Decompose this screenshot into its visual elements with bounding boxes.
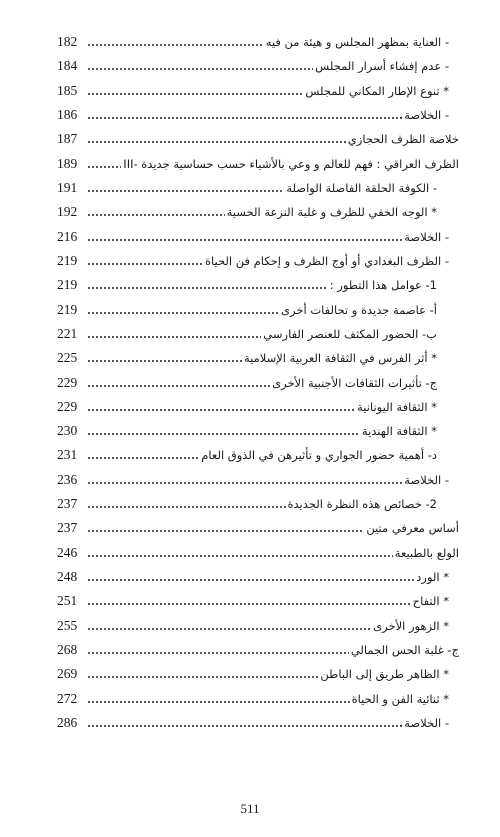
toc-page-number: 272 bbox=[57, 690, 78, 706]
dot-leader bbox=[87, 725, 402, 727]
dot-leader bbox=[87, 360, 242, 362]
dot-leader bbox=[87, 676, 318, 678]
toc-page-number: 229 bbox=[57, 374, 78, 390]
dot-leader bbox=[87, 312, 279, 314]
toc-page-number: 219 bbox=[57, 301, 78, 317]
toc-page-number: 182 bbox=[57, 34, 78, 50]
dot-leader bbox=[87, 530, 364, 532]
toc-entry bbox=[57, 468, 459, 492]
dot-leader bbox=[87, 555, 393, 557]
dot-leader bbox=[87, 239, 402, 241]
dot-leader bbox=[87, 652, 349, 654]
toc-entry bbox=[57, 297, 459, 321]
toc-page-number: 216 bbox=[57, 228, 78, 244]
toc-page-number: 248 bbox=[57, 569, 78, 585]
dot-leader bbox=[87, 68, 313, 70]
toc-page-number: 219 bbox=[57, 277, 78, 293]
toc-entry-title: - الخلاصة bbox=[404, 472, 449, 487]
dot-leader bbox=[87, 482, 402, 484]
toc-entry bbox=[57, 249, 459, 273]
toc-entry bbox=[57, 662, 459, 686]
toc-entry bbox=[57, 589, 459, 613]
toc-entry bbox=[57, 103, 459, 127]
dot-leader bbox=[87, 287, 328, 289]
toc-page-number: 186 bbox=[57, 107, 78, 123]
toc-page-number: 219 bbox=[57, 252, 78, 268]
toc-page-number: 189 bbox=[57, 155, 78, 171]
toc-page-number: 184 bbox=[57, 58, 78, 74]
dot-leader bbox=[87, 44, 264, 46]
toc-page-number: 221 bbox=[57, 325, 78, 341]
toc-entry bbox=[57, 152, 459, 176]
toc-page-number: 187 bbox=[57, 131, 78, 147]
dot-leader bbox=[87, 603, 411, 605]
toc-page-number: 191 bbox=[57, 180, 78, 196]
dot-leader bbox=[87, 166, 121, 168]
toc-entry-title: ج- غلبة الحس الجمالي bbox=[350, 642, 459, 657]
toc-entry-title: * الظاهر طريق إلى الباطن bbox=[320, 667, 449, 682]
toc-page-number: 246 bbox=[57, 544, 78, 560]
dot-leader bbox=[87, 433, 360, 435]
toc-entry-title: 2- خصائص هذه النظرة الجديدة bbox=[287, 497, 437, 512]
dot-leader bbox=[87, 628, 371, 630]
toc-entry bbox=[57, 541, 459, 565]
toc-entry-title: * ثنائية الفن و الحياة bbox=[351, 691, 449, 706]
toc-entry-title: * الزهور الأخرى bbox=[373, 618, 449, 633]
toc-entry bbox=[57, 516, 459, 540]
toc-entry bbox=[57, 419, 459, 443]
toc-entry-title: * الثقافة الهندية bbox=[361, 424, 437, 439]
toc-entry bbox=[57, 346, 459, 370]
toc-entry bbox=[57, 492, 459, 516]
toc-entry-title: الولع بالطبيعة bbox=[394, 545, 459, 560]
toc-entry bbox=[57, 686, 459, 710]
table-of-contents bbox=[57, 30, 459, 735]
toc-entry-title: ب- الحضور المكثف للعنصر الفارسي bbox=[263, 326, 437, 341]
toc-entry bbox=[57, 395, 459, 419]
toc-entry-title: 1- عوامل هذا التطور : bbox=[329, 278, 437, 293]
toc-entry-title: ج- تأثيرات الثقافات الأجنبية الأخرى bbox=[272, 375, 437, 390]
toc-page-number: 251 bbox=[57, 593, 78, 609]
toc-entry bbox=[57, 638, 459, 662]
dot-leader bbox=[87, 263, 203, 265]
dot-leader bbox=[87, 579, 414, 581]
toc-entry bbox=[57, 273, 459, 297]
toc-page-number: 255 bbox=[57, 617, 78, 633]
page-number: 511 bbox=[240, 801, 260, 816]
toc-entry-title: * الورد bbox=[416, 570, 449, 585]
dot-leader bbox=[87, 214, 225, 216]
toc-entry-title: أ- عاصمة جديدة و تحالفات أخرى bbox=[281, 302, 437, 317]
dot-leader bbox=[87, 117, 402, 119]
toc-entry-title: - الظرف البغدادي أو أوج الظرف و إحكام فن الحياة bbox=[204, 253, 449, 268]
toc-page-number: 231 bbox=[57, 447, 78, 463]
toc-entry bbox=[57, 176, 459, 200]
dot-leader bbox=[87, 336, 261, 338]
toc-entry-title: * تنوع الإطار المكاني للمجلس bbox=[305, 83, 449, 98]
toc-entry-title: III- الظرف العراقي : فهم للعالم و وعي بالأشياء حسب حساسية جديدة bbox=[123, 156, 459, 171]
toc-entry bbox=[57, 200, 459, 224]
toc-entry bbox=[57, 443, 459, 467]
toc-page-number: 230 bbox=[57, 423, 78, 439]
toc-page-number: 237 bbox=[57, 520, 78, 536]
toc-entry-title: - الخلاصة bbox=[404, 715, 449, 730]
toc-entry bbox=[57, 565, 459, 589]
dot-leader bbox=[87, 190, 284, 192]
toc-page-number: 269 bbox=[57, 666, 78, 682]
dot-leader bbox=[87, 93, 303, 95]
toc-entry-title: * الوجه الخفي للظرف و غلبة النزعة الحسية bbox=[226, 205, 437, 220]
toc-page-number: 185 bbox=[57, 82, 78, 98]
dot-leader bbox=[87, 141, 346, 143]
toc-entry bbox=[57, 79, 459, 103]
toc-entry bbox=[57, 711, 459, 735]
toc-entry-title: - الكوفة الحلقة الفاصلة الواصلة bbox=[286, 181, 437, 196]
toc-page-number: 236 bbox=[57, 471, 78, 487]
toc-entry bbox=[57, 614, 459, 638]
toc-entry-title: - الخلاصة bbox=[404, 108, 449, 123]
toc-entry bbox=[57, 322, 459, 346]
toc-page-number: 225 bbox=[57, 350, 78, 366]
toc-entry bbox=[57, 225, 459, 249]
toc-page-number: 229 bbox=[57, 398, 78, 414]
toc-entry-title: * الثقافة اليونانية bbox=[357, 399, 437, 414]
dot-leader bbox=[87, 409, 355, 411]
dot-leader bbox=[87, 385, 270, 387]
toc-page-number: 286 bbox=[57, 714, 78, 730]
toc-entry-title: خلاصة الظرف الحجازي bbox=[347, 132, 459, 147]
toc-entry-title: - عدم إفشاء أسرار المجلس bbox=[315, 59, 449, 74]
dot-leader bbox=[87, 457, 199, 459]
toc-entry-title: د- أهمية حضور الجواري و تأثيرهن في الذوق العام bbox=[201, 448, 437, 463]
dot-leader bbox=[87, 701, 350, 703]
toc-entry-title: * التفاح bbox=[412, 594, 449, 609]
toc-entry-title: أساس معرفي متين bbox=[366, 521, 459, 536]
toc-entry-title: - الخلاصة bbox=[404, 229, 449, 244]
toc-entry bbox=[57, 127, 459, 151]
toc-entry bbox=[57, 30, 459, 54]
toc-entry-title: * أثر الفرس في الثقافة العربية الإسلامية bbox=[243, 351, 437, 366]
toc-entry bbox=[57, 54, 459, 78]
toc-page-number: 237 bbox=[57, 496, 78, 512]
toc-page-number: 192 bbox=[57, 204, 78, 220]
dot-leader bbox=[87, 506, 286, 508]
toc-entry bbox=[57, 370, 459, 394]
toc-page-number: 268 bbox=[57, 641, 78, 657]
toc-entry-title: - العناية بمظهر المجلس و هيئة من فيه bbox=[265, 35, 449, 50]
